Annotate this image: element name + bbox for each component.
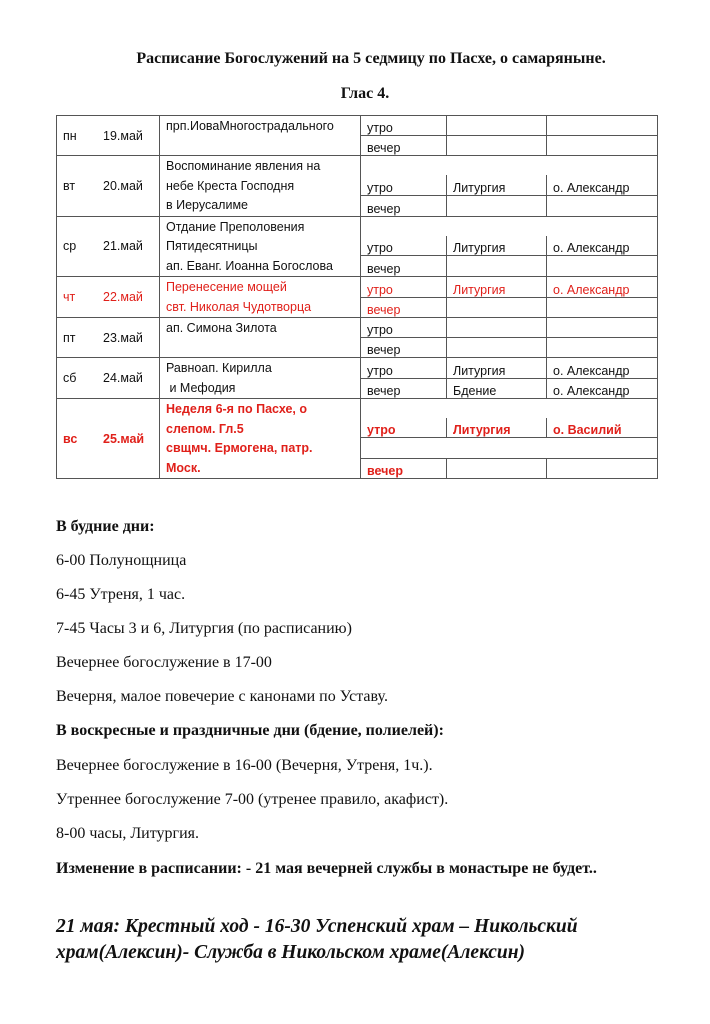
feast-cell: [160, 358, 361, 399]
service-priest: [547, 458, 658, 478]
service-time: утро: [361, 175, 447, 195]
feast-line: прп.ИоваМногострадального: [166, 119, 334, 133]
feast-cell: [160, 318, 361, 358]
schedule-table: [56, 115, 658, 479]
change-notice: Изменение в расписании: - 21 мая вечерней службы в монастыре не будет..: [56, 860, 597, 877]
service-priest: о. Александр: [547, 358, 658, 379]
service-priest: о. Василий: [547, 418, 658, 438]
service-type: [447, 297, 547, 318]
feast-line: и Мефодия: [166, 380, 236, 395]
service-type: [447, 458, 547, 478]
service-time: утро: [361, 116, 447, 136]
service-type: [447, 318, 547, 338]
service-type: [447, 338, 547, 358]
schedule-row: [57, 277, 658, 298]
feast-line: ап. Еванг. Иоанна Богослова: [166, 258, 333, 273]
service-time: вечер: [361, 195, 447, 216]
service-time: вечер: [361, 256, 447, 277]
service-type: Литургия: [447, 358, 547, 379]
service-time: вечер: [361, 378, 447, 399]
feast-cell: [160, 116, 361, 156]
service-type: [447, 136, 547, 156]
service-priest: [547, 136, 658, 156]
schedule-row: [57, 216, 658, 236]
service-type: [447, 116, 547, 136]
feast-line: ап. Симона Зилота: [166, 321, 277, 335]
service-priest: [547, 318, 658, 338]
day-of-week: пт: [63, 330, 76, 345]
empty-cell: [361, 156, 658, 176]
weekday-line-2: 6-45 Утреня, 1 час.: [56, 586, 186, 603]
schedule-title: Расписание Богослужений на 5 седмицу по Пасхе, о самаряныне.: [136, 50, 606, 67]
day-cell: [57, 318, 160, 358]
service-time: утро: [361, 358, 447, 379]
schedule-row: [57, 399, 658, 419]
schedule-row: [57, 358, 658, 379]
service-priest: о. Александр: [547, 236, 658, 256]
feast-line: небе Креста Господня: [166, 178, 295, 193]
service-time: утро: [361, 277, 447, 298]
day-of-week: чт: [63, 290, 76, 304]
feast-line: Отдание Преполовения: [166, 219, 305, 234]
service-time: утро: [361, 418, 447, 438]
day-of-week: ср: [63, 239, 77, 254]
day-of-week: вс: [63, 431, 78, 446]
sunday-line-3: 8-00 часы, Литургия.: [56, 825, 200, 842]
sundays-heading: В воскресные и праздничные дни (бдение, полиелей):: [56, 722, 444, 739]
feast-line: Пятидесятницы: [166, 239, 258, 253]
service-type: Бдение: [447, 378, 547, 399]
day-cell: [57, 358, 160, 399]
day-cell: [57, 116, 160, 156]
feast-line: Неделя 6-я по Пасхе, о: [166, 402, 308, 416]
feast-cell: [160, 277, 361, 318]
procession-notice: 21 мая: Крестный ход - 16-30 Успенский храм – Никольский храм(Алексин)- Служба в Никольском храме(Алексин): [56, 916, 578, 963]
empty-cell: [361, 438, 658, 458]
weekday-line-5: Вечерня, малое повечерие с канонами по Уставу.: [56, 688, 388, 705]
service-type: [447, 256, 547, 277]
day-date: 19.май: [103, 128, 143, 143]
service-time: вечер: [361, 338, 447, 358]
service-type: Литургия: [447, 418, 547, 438]
day-cell: [57, 216, 160, 277]
empty-cell: [361, 399, 658, 419]
service-priest: [547, 256, 658, 277]
day-of-week: пн: [63, 128, 77, 143]
feast-cell: [160, 399, 361, 479]
service-time: вечер: [361, 458, 447, 478]
service-priest: о. Александр: [547, 378, 658, 399]
feast-line: Равноап. Кирилла: [166, 361, 272, 375]
weekday-line-3: 7-45 Часы 3 и 6, Литургия (по расписанию): [56, 620, 352, 637]
service-type: Литургия: [447, 175, 547, 195]
feast-line: свт. Николая Чудотворца: [166, 299, 312, 314]
day-cell: [57, 156, 160, 217]
day-cell: [57, 277, 160, 318]
feast-line: Перенесение мощей: [166, 280, 287, 294]
empty-cell: [361, 216, 658, 236]
schedule-row: [57, 116, 658, 136]
feast-line: свщмч. Ермогена, патр.: [166, 441, 313, 455]
service-priest: [547, 195, 658, 216]
sunday-line-2: Утреннее богослужение 7-00 (утренее правило, акафист).: [56, 791, 449, 808]
tone-subtitle: Глас 4.: [340, 85, 390, 102]
service-type: [447, 195, 547, 216]
day-date: 23.май: [103, 330, 143, 345]
day-of-week: вт: [63, 178, 76, 193]
service-type: Литургия: [447, 236, 547, 256]
day-cell: [57, 399, 160, 479]
day-of-week: сб: [63, 371, 77, 385]
service-time: вечер: [361, 136, 447, 156]
service-priest: о. Александр: [547, 277, 658, 298]
service-time: утро: [361, 318, 447, 338]
feast-cell: [160, 216, 361, 277]
weekdays-heading: В будние дни:: [56, 518, 155, 535]
service-priest: [547, 116, 658, 136]
day-date: 25.май: [103, 431, 145, 446]
service-priest: о. Александр: [547, 175, 658, 195]
day-date: 20.май: [103, 178, 143, 193]
day-date: 24.май: [103, 371, 143, 385]
schedule-row: [57, 318, 658, 338]
weekday-line-1: 6-00 Полунощница: [56, 552, 187, 569]
weekday-line-4: Вечернее богослужение в 17-00: [56, 654, 272, 671]
sunday-line-1: Вечернее богослужение в 16-00 (Вечерня, Утреня, 1ч.).: [56, 757, 433, 774]
service-type: Литургия: [447, 277, 547, 298]
service-time: вечер: [361, 297, 447, 318]
feast-line: Воспоминание явления на: [166, 159, 321, 173]
service-priest: [547, 338, 658, 358]
service-time: утро: [361, 236, 447, 256]
feast-line: слепом. Гл.5: [166, 421, 244, 436]
day-date: 21.май: [103, 239, 143, 254]
feast-cell: [160, 156, 361, 217]
schedule-row: [57, 156, 658, 176]
feast-line: Моск.: [166, 460, 201, 475]
day-date: 22.май: [103, 290, 143, 304]
feast-line: в Иерусалиме: [166, 198, 248, 212]
service-priest: [547, 297, 658, 318]
